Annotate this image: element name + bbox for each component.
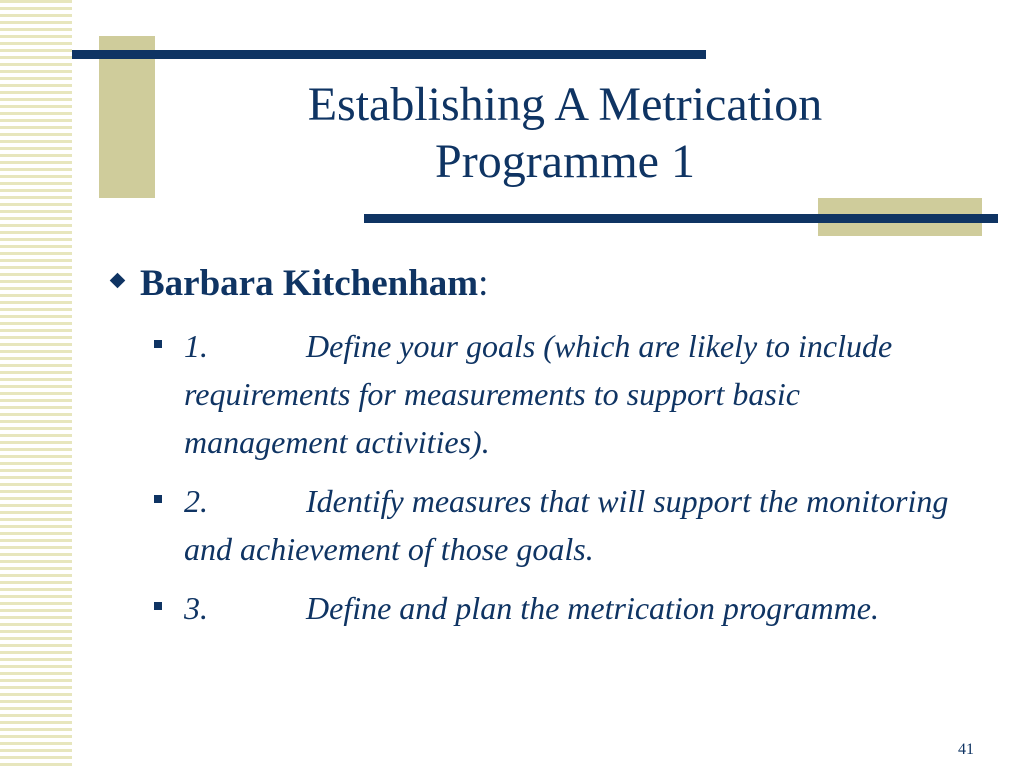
title-rule-top: [72, 50, 706, 59]
list-item: [154, 584, 954, 632]
list-item-number: 3.: [184, 590, 208, 626]
square-bullet-icon: [154, 495, 162, 503]
title-rule-bottom: [364, 214, 998, 223]
square-bullet-icon: [154, 602, 162, 610]
slide-title-line-2: Programme 1: [435, 135, 695, 188]
sub-bullet-list: [154, 322, 954, 643]
main-bullet-suffix: :: [478, 263, 489, 304]
main-bullet-name: Barbara Kitchenham: [140, 263, 479, 304]
decorative-stripes: [0, 0, 72, 768]
slide-title-line-1: Establishing A Metrication: [307, 78, 823, 131]
page-number: 41: [958, 741, 974, 758]
square-bullet-icon: [154, 340, 162, 348]
diamond-bullet-icon: [110, 273, 126, 289]
list-item: [154, 322, 954, 466]
list-item-number: 2.: [184, 483, 208, 519]
main-bullet: [108, 262, 488, 306]
decorative-block-top: [99, 36, 155, 198]
slide-title: [200, 76, 930, 190]
list-item-number: 1.: [184, 328, 208, 364]
list-item-text: Define and plan the metrication programme.: [306, 590, 879, 626]
list-item-text: Identify measures that will support the monitoring and achievement of those goals.: [184, 483, 949, 567]
list-item: [154, 477, 954, 573]
list-item-text: Define your goals (which are likely to include requirements for measurements to support basic management activities).: [184, 328, 893, 460]
